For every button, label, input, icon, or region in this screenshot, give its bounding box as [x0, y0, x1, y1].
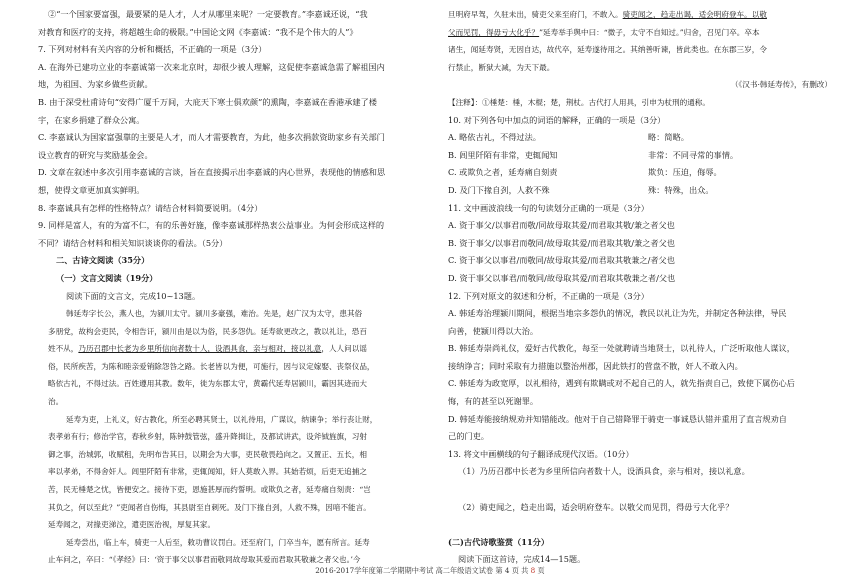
translation-item-2: （2）骑吏闻之，趋走出谒，适会明府登车。以敬父而见罚，得毋亏大化乎？ — [458, 501, 734, 512]
footer-text: 2016-2017学年度第二学期期中考试 高二年级语文试卷 第 4 页 共 — [315, 566, 529, 575]
classical-text-line: 延寿为吏，上礼义，好古教化，所至必聘其贤士，以礼待用，广谋议，纳谏争；举行丧让财， — [66, 414, 378, 424]
question-7: 7. 下列对材料有关内容的分析和概括，不正确的一项是（3分） — [38, 44, 267, 55]
right-column — [448, 6, 838, 569]
question-12: 12. 下列对原文的叙述和分析，不正确的一项是（3分） — [448, 290, 649, 301]
option-7b: B. 由于深受杜甫诗句“安得广厦千万间，大庇天下寒士俱欢颜”的熏陶，李嘉诚在香港承建了楼 — [38, 96, 377, 107]
option-7a: A. 在海外已建功立业的李嘉诚第一次来北京时，却很少被人理解，这促使李嘉诚急需了解祖国内 — [38, 61, 385, 72]
subsection-heading: （一）文言文阅读（19分） — [56, 272, 158, 283]
question-13: 13. 将文中画横线的句子翻译成现代汉语。（10分） — [448, 448, 634, 459]
classical-text-line: 表孝弟有行；修治学官，春秋乡射，陈钟鼓管弦，盛升降揖让，及都试讲武，设斧钺旌旗，习射 — [48, 432, 367, 442]
text-line: 想，使得文章更加真实鲜明。 — [38, 184, 145, 195]
option-10b: B. 闾里阡陌有非常，吏辄闻知 非常：不同寻常的事情。 — [448, 149, 739, 160]
option-7d: D. 文章在叙述中多次引用李嘉诚的言谈，旨在直接揭示出李嘉诚的内心世界，表现他的情感和思 — [38, 167, 386, 178]
classical-text-line: 治。 — [48, 397, 64, 407]
option-7c: C. 李嘉诚认为国家富强靠的主要是人才，而人才需要教育，为此，他多次捐款资助家乡有关部门 — [38, 132, 385, 143]
question-9: 9. 同样是富人，有的为富不仁，有的乐善好施，像李嘉诚那样热衷公益事业。为何会形成这样的 — [38, 220, 385, 231]
underlined-sentence: 父而见罚，得毋亏大化乎？ — [448, 27, 540, 37]
classical-text-line: 诸生，闻延寿贤，无因自达，故代卒，延寿遂待用之。其纳善听谏，皆此类也。在东郡三岁，令 — [448, 45, 767, 55]
classical-text-line: 御之事，治城郭，收赋租，先明布告其日，以期会为大事，吏民敬畏趋向之。又置正、五长，相 — [48, 449, 367, 459]
classical-text-line: 行禁止，断狱大减，为天下最。 — [448, 62, 555, 72]
underlined-sentence: 骑吏闻之，趋走出谒，适会明府登车。以敬 — [622, 10, 767, 19]
classical-text-line: 其负之，何以至此？”吏闻者自伤悔，其县尉至自刺死。及门下掾自刭，人救不殊，因喑不能言。 — [48, 502, 371, 512]
annotation-note: 【注释】：①棰楚：棰，木棍；楚，荆杖。古代打人用具，引申为杖刑的通称。 — [448, 97, 710, 107]
classical-text-line: 俗，民所疾苦，为陈和睦亲爱销除怨咎之路。长老皆以为便，可施行，因与议定嫁娶、丧祭仪品， — [48, 361, 375, 371]
option-12b: B. 韩延寿崇尚礼仪，爱好古代教化，每至一处就聘请当地贤士，以礼待人，广泛听取他人谋议， — [448, 343, 795, 354]
text-line: 悔，有的甚至以死谢罪。 — [448, 396, 539, 407]
text-line: 不同？请结合材料和相关知识谈谈你的看法。（5分） — [38, 237, 228, 248]
text-line: 设立教育的研究与奖励基金会。 — [38, 149, 153, 160]
underlined-sentence: 乃历召郡中长老为乡里所信向者数十人，设酒具食，亲与相对，接以礼意 — [78, 344, 322, 354]
question-11: 11. 文中画波浪线一句的句读划分正确的一项是（3分） — [448, 202, 649, 213]
question-8: 8. 李嘉诚具有怎样的性格特点？请结合材料简要说明。（4分） — [38, 202, 263, 213]
option-12a: A. 韩延寿治理颍川期间，根据当地宗多怨仇的情况，教民以礼让为先，并制定各种法律，导民 — [448, 308, 787, 319]
question-10: 10. 对下列各句中加点的词语的解释，正确的一项是（3分） — [448, 114, 666, 125]
option-11b: B. 资于事父/以事君而敬同/故母取其爱/而君取其敬/兼之者父也 — [448, 237, 675, 248]
classical-text-line: 率以孝弟，不得舍奸人。闾里阡陌有非常，吏辄闻知，奸人莫敢入界。其始若烦，后吏无追捕之 — [48, 467, 367, 477]
left-column — [38, 6, 428, 569]
option-11d: D. 资于事父以事君/而敬同/故母取其爱/而君取其敬兼之者/父也 — [448, 272, 676, 283]
text-line: ②“一个国家要富强，最要紧的是人才，人才从哪里来呢？一定要教育。”李嘉诚还说，“我 — [48, 9, 368, 19]
poem-intro: 阅读下面这首诗，完成14—15题。 — [458, 554, 586, 565]
option-10a: A. 略依古礼，不得过法。 略：简略。 — [448, 132, 689, 143]
text-line: 宇，在家乡捐建了群众公寓。 — [38, 114, 145, 125]
option-12d: D. 韩延寿能接纳规劝并知错能改。他对于自己错降罪于骑吏一事诚恳认错并重用了直言规劝自 — [448, 413, 787, 424]
text-line: 接纳诤言；同时采取有力措施以整治州郡，因此铁打的营盘不散，奸人不敢入内。 — [448, 360, 743, 371]
text-line: 向善，使颍川得以大治。 — [448, 325, 539, 336]
reading-intro: 阅读下面的文言文，完成10~13题。 — [66, 290, 201, 301]
answer-space — [448, 481, 838, 499]
footer-total-pages: 8 — [530, 566, 536, 575]
option-11c: C. 资于事父以事君/而敬同/故母取其爱/而君取其敬兼之/者父也 — [448, 255, 675, 266]
source-citation: （《汉书·韩延寿传》，有删改） — [730, 80, 832, 90]
option-12c: C. 韩延寿为政宽厚，以礼相待，遇到有欺瞒或对不起自己的人，就先指责自己，致使下属伤心后 — [448, 378, 795, 389]
translation-item-1: （1）乃历召郡中长老为乡里所信向者数十人，设酒具食，亲与相对，接以礼意。 — [458, 466, 750, 477]
classical-text-line: 延寿闻之，对掾吏涕泣，遣吏医治视，厚复其家。 — [48, 520, 216, 530]
section-heading: (二)古代诗歌鉴赏（11分） — [448, 536, 550, 547]
section-heading: 二、古诗文阅读（35分） — [56, 255, 150, 266]
classical-text-line: 止车问之，卒曰：“《孝经》曰：‘资于事父以事君而敬同故母取其爱而君取其敬兼之者父也。’今 — [48, 555, 361, 565]
classical-text-line: 父而见罚，得毋亏大化乎？”延寿举手舆中曰：“微子，太守不自知过。”归舍，召见门卒。卒本 — [448, 27, 760, 37]
footer-suffix: 页 — [537, 566, 545, 575]
classical-text-line: 延寿尝出，临上车，骑吏一人后至，敕功曹议罚白。还至府门，门卒当车，愿有所言。延寿 — [66, 537, 370, 547]
text-line: 对教育和医疗的支持，将超越生命的极限。”中国论文网《李嘉诚：“我不是个伟大的人”》 — [38, 26, 358, 37]
answer-space — [448, 516, 838, 534]
option-11a: A. 资于事父/以事君而敬/同故母取其爱/而君取其敬/兼之者父也 — [448, 220, 675, 231]
text-line: 地，为祖国、为家乡做些贡献。 — [38, 79, 153, 90]
text-line: 己的门吏。 — [448, 431, 489, 442]
classical-text-line: 多朋党，故构会吏民，令相告讦，颍川由是以为俗，民多怨仇。延寿欲更改之，教以礼让，恐百 — [48, 326, 367, 336]
classical-text-line: 韩延寿字长公，燕人也，为颍川太守。颍川多豪强，难治。先是，赵广汉为太守，患其俗 — [66, 309, 363, 319]
page-footer — [0, 566, 860, 576]
classical-text-line: 姓不从，乃历召郡中长老为乡里所信向者数十人，设酒具食，亲与相对，接以礼意，人人问以谣 — [48, 344, 367, 354]
classical-text-line: 略依古礼，不得过法。百姓遵用其教。数年，徙为东郡太守，黄霸代延寿居颍川，霸因其迹而大 — [48, 379, 367, 389]
option-10d: D. 及门下掾自刭，人救不殊 殊：特殊，出众。 — [448, 184, 714, 195]
classical-text-line: 苦，民无棰楚之忧，皆便安之。接待下吏，恩施甚厚而约誓明。或欺负之者，延寿痛自刻责：“岂 — [48, 485, 371, 495]
option-10c: C. 或欺负之者，延寿痛自刻责 欺负：压迫，侮辱。 — [448, 167, 722, 178]
classical-text-line: 旦明府早驾，久驻未出，骑吏父来至府门，不敢入。骑吏闻之，趋走出谒，适会明府登车。以敬 — [448, 10, 767, 19]
